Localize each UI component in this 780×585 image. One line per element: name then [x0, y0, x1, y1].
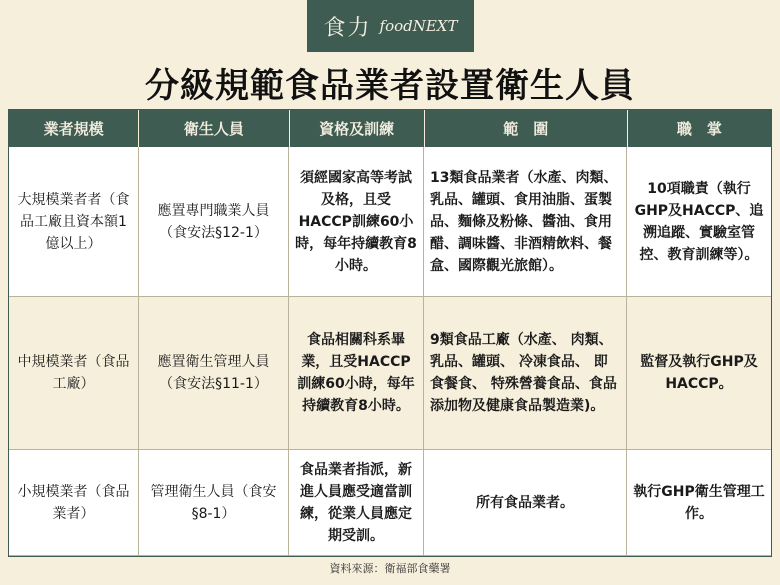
- table-row: [9, 297, 771, 450]
- logo-english: foodNEXT: [379, 17, 458, 35]
- header-duty: 職 掌: [676, 120, 722, 138]
- cell-personnel: 管理衛生人員（食安§8-1）: [139, 450, 289, 556]
- source-note: 資料來源：衛福部食藥署: [329, 562, 451, 575]
- cell-scope: 所有食品業者。: [424, 450, 627, 556]
- table-row: [9, 147, 771, 297]
- cell-qualification: 食品業者指派，新進人員應受適當訓練，從業人員應定期受訓。: [289, 450, 424, 556]
- header-qualification: 資格及訓練: [290, 110, 425, 147]
- cell-scale: 中規模業者（食品工廠）: [9, 297, 139, 450]
- table-row: [9, 450, 771, 556]
- cell-scale: 大規模業者者（食品工廠且資本額1億以上）: [9, 147, 139, 297]
- cell-personnel: 應置專門職業人員（食安法§12-1）: [139, 147, 289, 297]
- logo: [307, 0, 474, 52]
- cell-duty: 10項職責（執行GHP及HACCP、追溯追蹤、實驗室管控、教育訓練等）。: [627, 147, 771, 297]
- header-scale: 業者規模: [9, 110, 139, 147]
- regulation-table: [8, 109, 772, 557]
- cell-scope: 9類食品工廠（水產、 肉類、乳品、罐頭、 冷凍食品、 即食餐食、 特殊營養食品、食品添加物及健康食品製造業)。: [424, 297, 627, 450]
- cell-qualification: 須經國家高等考試及格，且受HACCP訓練60小時，每年持續教育8小時。: [289, 147, 424, 297]
- page-title: 分級規範食品業者設置衛生人員: [145, 66, 635, 106]
- table-header: [9, 110, 771, 147]
- cell-scale: 小規模業者（食品業者）: [9, 450, 139, 556]
- header-scope: 範 圍: [425, 110, 628, 147]
- cell-qualification: 食品相關科系畢業，且受HACCP訓練60小時，每年持續教育8小時。: [289, 297, 424, 450]
- cell-scope: 13類食品業者（水產、肉類、乳品、罐頭、食用油脂、蛋製品、麵條及粉條、醬油、食用醋、調味醬、非酒精飲料、餐盒、國際觀光旅館）。: [424, 147, 627, 297]
- cell-personnel: 應置衛生管理人員（食安法§11-1）: [139, 297, 289, 450]
- logo-chinese: 食力: [323, 15, 372, 41]
- cell-duty: 執行GHP衛生管理工作。: [627, 450, 771, 556]
- cell-duty: 監督及執行GHP及HACCP。: [627, 297, 771, 450]
- header-personnel: 衛生人員: [139, 110, 289, 147]
